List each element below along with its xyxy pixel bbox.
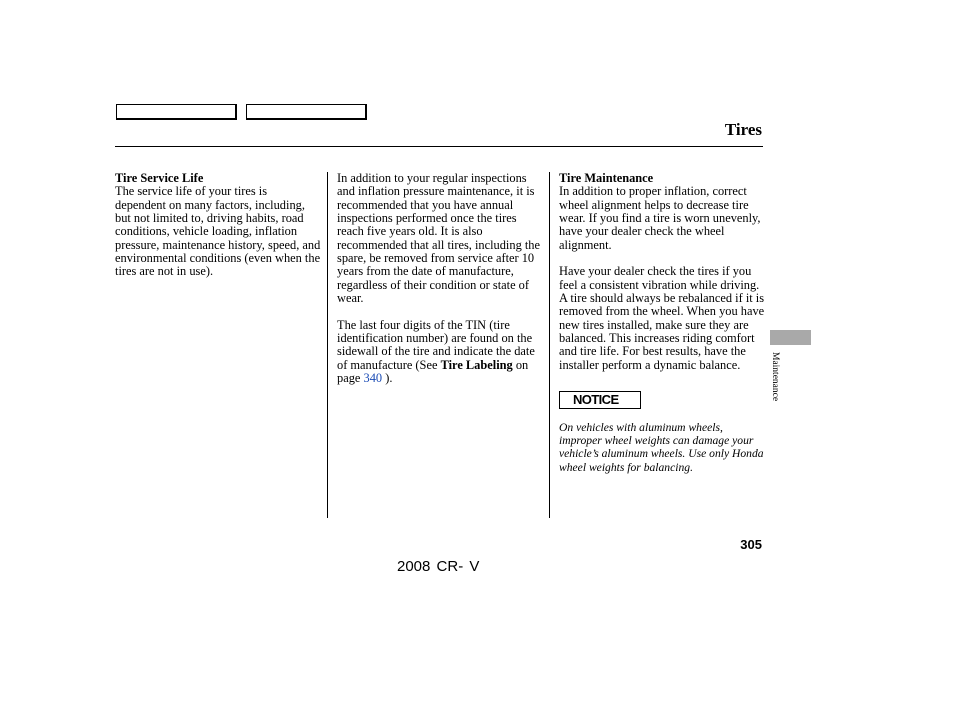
tire-service-life-heading: Tire Service Life (115, 171, 204, 185)
tire-service-life-text: The service life of your tires is dependent on many factors, including, but not limited to, driving habits, road conditions, vehicle loading, inflation pressure, maintenance history, speed, and environmental conditions (even when the tires are not in use). (115, 184, 321, 279)
annual-inspection-text: In addition to your regular inspections and inflation pressure maintenance, it is recommended that you have annual inspections performed once the tires reach five years old. It is also recommended that all tires, including the spare, be removed from service after 10 years from the date of manufacture, regardless of their condition or state of wear. (337, 171, 541, 306)
tin-paragraph (337, 319, 543, 386)
tire-maintenance-heading: Tire Maintenance (559, 171, 654, 185)
section-label: Maintenance (770, 352, 780, 402)
page-340-link[interactable]: 340 (363, 371, 383, 386)
footer-model: 2008 CR- V (397, 558, 480, 575)
wheel-alignment-text: In addition to proper inflation, correct wheel alignment helps to decrease tire wear. If you find a tire is worn unevenly, have your dealer check the wheel alignment. (559, 184, 761, 252)
page-title: Tires (724, 120, 762, 139)
tire-balance-text: Have your dealer check the tires if you feel a consistent vibration while driving. A tire should always be rebalanced if it is removed from the wheel. When you have new tires installed, make sure they are balanced. This increases riding comfort and tire life. For best results, have the installer perform a dynamic balance. (559, 264, 765, 372)
notice-badge: NOTICE (559, 391, 641, 409)
page-number: 305 (740, 537, 762, 552)
column-divider (327, 172, 328, 518)
header-divider (115, 146, 763, 147)
next-page-button[interactable] (246, 104, 367, 120)
column-1 (115, 172, 321, 292)
tin-text-mid: on page (337, 357, 529, 386)
tire-labeling-reference: Tire Labeling (440, 357, 513, 372)
notice-text: On vehicles with aluminum wheels, improper wheel weights can damage your vehicle’s aluminum wheels. Use only Honda wheel weights for balancing. (559, 420, 764, 474)
previous-page-button[interactable] (116, 104, 237, 120)
tin-text: The last four digits of the TIN (tire identification number) are found on the sidewall of the tire and indicate the date of manufacture (See (337, 317, 535, 372)
section-tab (770, 330, 811, 345)
column-divider (549, 172, 550, 518)
column-2 (337, 172, 543, 399)
column-3 (559, 172, 765, 474)
tin-text-end: ). (382, 371, 393, 386)
